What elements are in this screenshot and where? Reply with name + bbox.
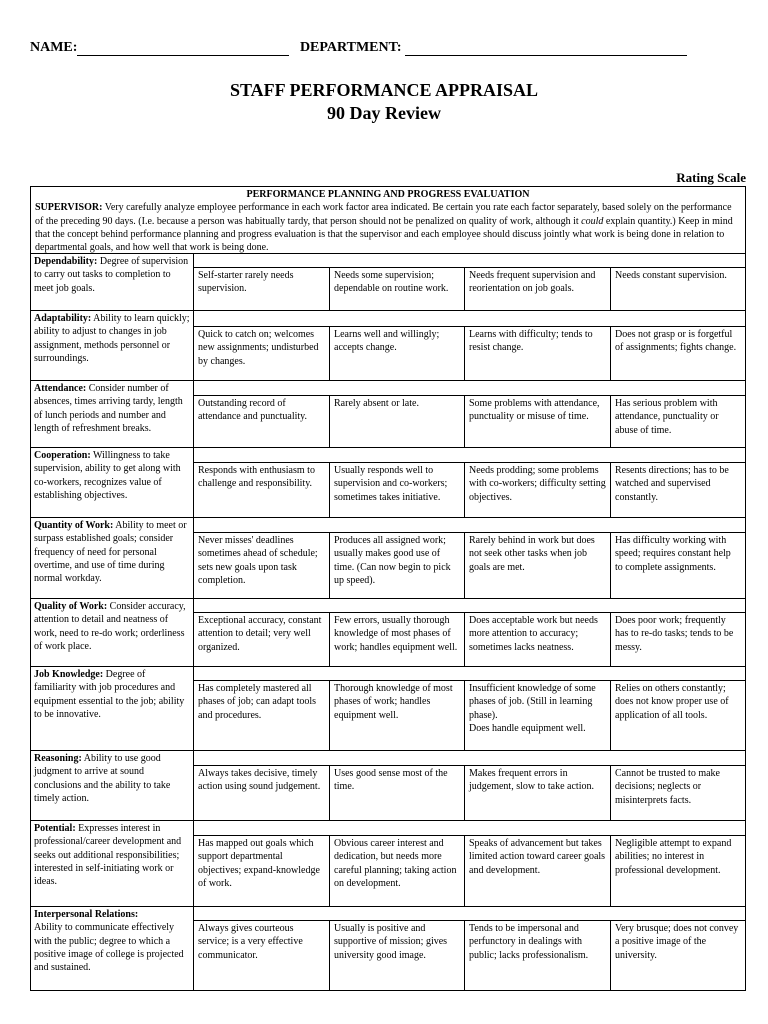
intro-text-italic: could (581, 215, 604, 227)
rating-option[interactable]: Outstanding record of attendance and punctuality. (194, 396, 330, 447)
rating-option[interactable]: Rarely absent or late. (330, 396, 465, 447)
factor-text: Willingness to take supervision, ability to get along with co-workers, recognizes value of establishing objectives. (34, 450, 181, 501)
department-field[interactable] (405, 41, 687, 56)
factor-name: Quantity of Work: (34, 520, 114, 531)
rating-option[interactable]: Needs prodding; some problems with co-workers; difficulty setting objectives. (465, 463, 611, 517)
factor-description (31, 821, 194, 906)
rating-option[interactable]: Has serious problem with attendance, punctuality or abuse of time. (615, 398, 719, 436)
rating-spacer (194, 821, 745, 836)
rating-option[interactable]: Very brusque; does not convey a positive image of the university. (615, 923, 739, 961)
rating-option[interactable]: Few errors, usually thorough knowledge of most phases of work; handles equipment well. (330, 613, 465, 666)
factor-name: Potential: (34, 823, 76, 834)
intro-text-part: Very carefully analyze employee performance in each work factor area indicated. Be certain you rate each factor separately, based solely on the performance of the preceding 90 days. (I.e. because a person was habitually tardy, that person should not be penalized on quality of work, although it (35, 202, 732, 227)
rating-option[interactable]: Some problems with attendance, punctuality or misuse of time. (465, 396, 611, 447)
factor-name: Adaptability: (34, 313, 92, 324)
factor-text: Ability to communicate effectively with the public; degree to which a positive image of college is projected and sustained. (34, 922, 184, 974)
page-subtitle: 90 Day Review (327, 103, 441, 123)
factor-row (31, 751, 745, 821)
rating-option[interactable]: Always takes decisive, timely action using sound judgement. (194, 766, 330, 820)
rating-option[interactable]: Learns well and willingly; accepts change. (330, 327, 465, 380)
rating-option[interactable]: Resents directions; has to be watched and supervised constantly. (615, 465, 729, 503)
department-label: DEPARTMENT: (299, 40, 402, 55)
intro-section (31, 187, 745, 254)
name-label: NAME: (30, 40, 78, 55)
rating-option[interactable]: Exceptional accuracy, constant attention to detail; very well organized. (194, 613, 330, 666)
factor-row (31, 381, 745, 448)
supervisor-label: SUPERVISOR: (35, 202, 103, 214)
factor-description (31, 907, 194, 990)
rating-option[interactable]: Learns with difficulty; tends to resist change. (465, 327, 611, 380)
factor-row (31, 667, 745, 751)
factor-row (31, 599, 745, 667)
evaluation-form (30, 186, 746, 991)
factor-description (31, 667, 194, 750)
factor-description (31, 254, 194, 310)
rating-option[interactable]: Does acceptable work but needs more attention to accuracy; sometimes lacks neatness. (465, 613, 611, 666)
factor-description (31, 751, 194, 820)
rating-option[interactable]: Produces all assigned work; usually makes good use of time. (Can now begin to pick up speed). (330, 533, 465, 598)
factor-description (31, 381, 194, 447)
factor-row (31, 821, 745, 907)
factor-text: Consider accuracy, attention to detail and neatness of work, need to re-do work; orderliness of work place. (34, 601, 186, 652)
rating-option[interactable]: Negligible attempt to expand abilities; no interest in professional development. (615, 838, 732, 876)
factor-text: Degree of familiarity with job procedures and equipment essential to the job; ability to be innovative. (34, 669, 185, 720)
factor-row (31, 448, 745, 518)
factor-name: Dependability: (34, 256, 98, 267)
factor-description (31, 311, 194, 380)
factor-row (31, 518, 745, 599)
rating-option[interactable]: Obvious career interest and dedication, but needs more careful planning; taking action on development. (330, 836, 465, 906)
name-field[interactable] (77, 41, 289, 56)
page-title: STAFF PERFORMANCE APPRAISAL (229, 80, 538, 100)
factor-text: Ability to use good judgment to arrive at sound conclusions and the ability to take timely action. (34, 753, 171, 804)
factor-name: Attendance: (34, 383, 87, 394)
rating-option[interactable]: Uses good sense most of the time. (330, 766, 465, 820)
rating-option[interactable]: Does poor work; frequently has to re-do tasks; tends to be messy. (615, 615, 734, 653)
rating-spacer (194, 254, 745, 268)
rating-option[interactable]: Needs some supervision; dependable on routine work. (330, 268, 465, 310)
factor-description (31, 448, 194, 517)
factor-description (31, 518, 194, 598)
rating-option[interactable]: Cannot be trusted to make decisions; neglects or misinterprets facts. (615, 768, 720, 806)
intro-text-part: explain quantity.) Keep in mind that the concept behind performance planning and progress evaluation is that the supervisor and each employee should discuss jointly what work is being done in relation to departmental goals, and how well that work is being done. (35, 215, 733, 254)
rating-scale-label: Rating Scale (676, 170, 746, 185)
rating-spacer (194, 311, 745, 327)
rating-spacer (194, 381, 745, 396)
intro-heading: PERFORMANCE PLANNING AND PROGRESS EVALUATION (246, 189, 530, 200)
factor-name: Reasoning: (34, 753, 82, 764)
rating-option[interactable]: Responds with enthusiasm to challenge and responsibility. (194, 463, 330, 517)
rating-option[interactable]: Needs frequent supervision and reorientation on job goals. (465, 268, 611, 310)
rating-spacer (194, 667, 745, 681)
factor-name: Quality of Work: (34, 601, 108, 612)
factor-text: Expresses interest in professional/career development and seeks out additional responsibilities; interested in self-initiating work or ideas. (34, 823, 182, 888)
rating-spacer (194, 599, 745, 613)
rating-spacer (194, 448, 745, 463)
rating-option[interactable]: Makes frequent errors in judgement, slow to take action. (465, 766, 611, 820)
factor-text: Ability to learn quickly; ability to adjust to changes in job assignment, methods personnel or surroundings. (34, 313, 190, 364)
rating-spacer (194, 518, 745, 533)
rating-spacer (194, 907, 745, 921)
rating-option[interactable]: Thorough knowledge of most phases of work; handles equipment well. (330, 681, 465, 750)
rating-option[interactable]: Speaks of advancement but takes limited action toward career goals and development. (465, 836, 611, 906)
rating-option[interactable]: Always gives courteous service; is a very effective communicator. (194, 921, 330, 990)
rating-option[interactable]: Relies on others constantly; does not know proper use of application of all tools. (615, 683, 729, 721)
rating-option[interactable]: Self-starter rarely needs supervision. (194, 268, 330, 310)
rating-option[interactable]: Usually is positive and supportive of mission; gives university good image. (330, 921, 465, 990)
factor-text: Consider number of absences, times arriving tardy, length of lunch periods and number and length of refreshment breaks. (34, 383, 183, 434)
factor-rows (31, 254, 745, 990)
rating-option[interactable]: Has mapped out goals which support departmental objectives; expand-knowledge of work. (194, 836, 330, 906)
rating-option[interactable]: Never misses' deadlines sometimes ahead of schedule; sets new goals upon task completion. (194, 533, 330, 598)
factor-row (31, 311, 745, 381)
rating-option[interactable]: Usually responds well to supervision and co-workers; sometimes takes initiative. (330, 463, 465, 517)
rating-spacer (194, 751, 745, 766)
rating-option[interactable]: Does not grasp or is forgetful of assignments; fights change. (615, 329, 737, 354)
name-department-line (30, 40, 687, 56)
rating-option[interactable]: Has difficulty working with speed; requires constant help to complete assignments. (615, 535, 731, 573)
factor-row (31, 254, 745, 311)
rating-option[interactable]: Needs constant supervision. (615, 270, 727, 281)
intro-text (35, 201, 741, 254)
factor-text: Ability to meet or surpass established goals; consider frequency of need for personal overtime, and use of time during normal workday. (34, 520, 187, 585)
rating-option[interactable]: Tends to be impersonal and perfunctory in dealings with public; lacks professionalism. (465, 921, 611, 990)
factor-name: Job Knowledge: (34, 669, 104, 680)
factor-name: Interpersonal Relations: (34, 909, 139, 920)
factor-name: Cooperation: (34, 450, 91, 461)
factor-row (31, 907, 745, 990)
rating-option[interactable]: Quick to catch on; welcomes new assignments; undisturbed by changes. (194, 327, 330, 380)
rating-option[interactable]: Insufficient knowledge of some phases of job. (Still in learning phase). Does handle equipment well. (465, 681, 611, 750)
factor-text: Degree of supervision to carry out tasks to completion to meet job goals. (34, 256, 189, 294)
factor-description (31, 599, 194, 666)
rating-option[interactable]: Has completely mastered all phases of job; can adapt tools and procedures. (194, 681, 330, 750)
rating-option[interactable]: Rarely behind in work but does not seek other tasks when job goals are met. (465, 533, 611, 598)
